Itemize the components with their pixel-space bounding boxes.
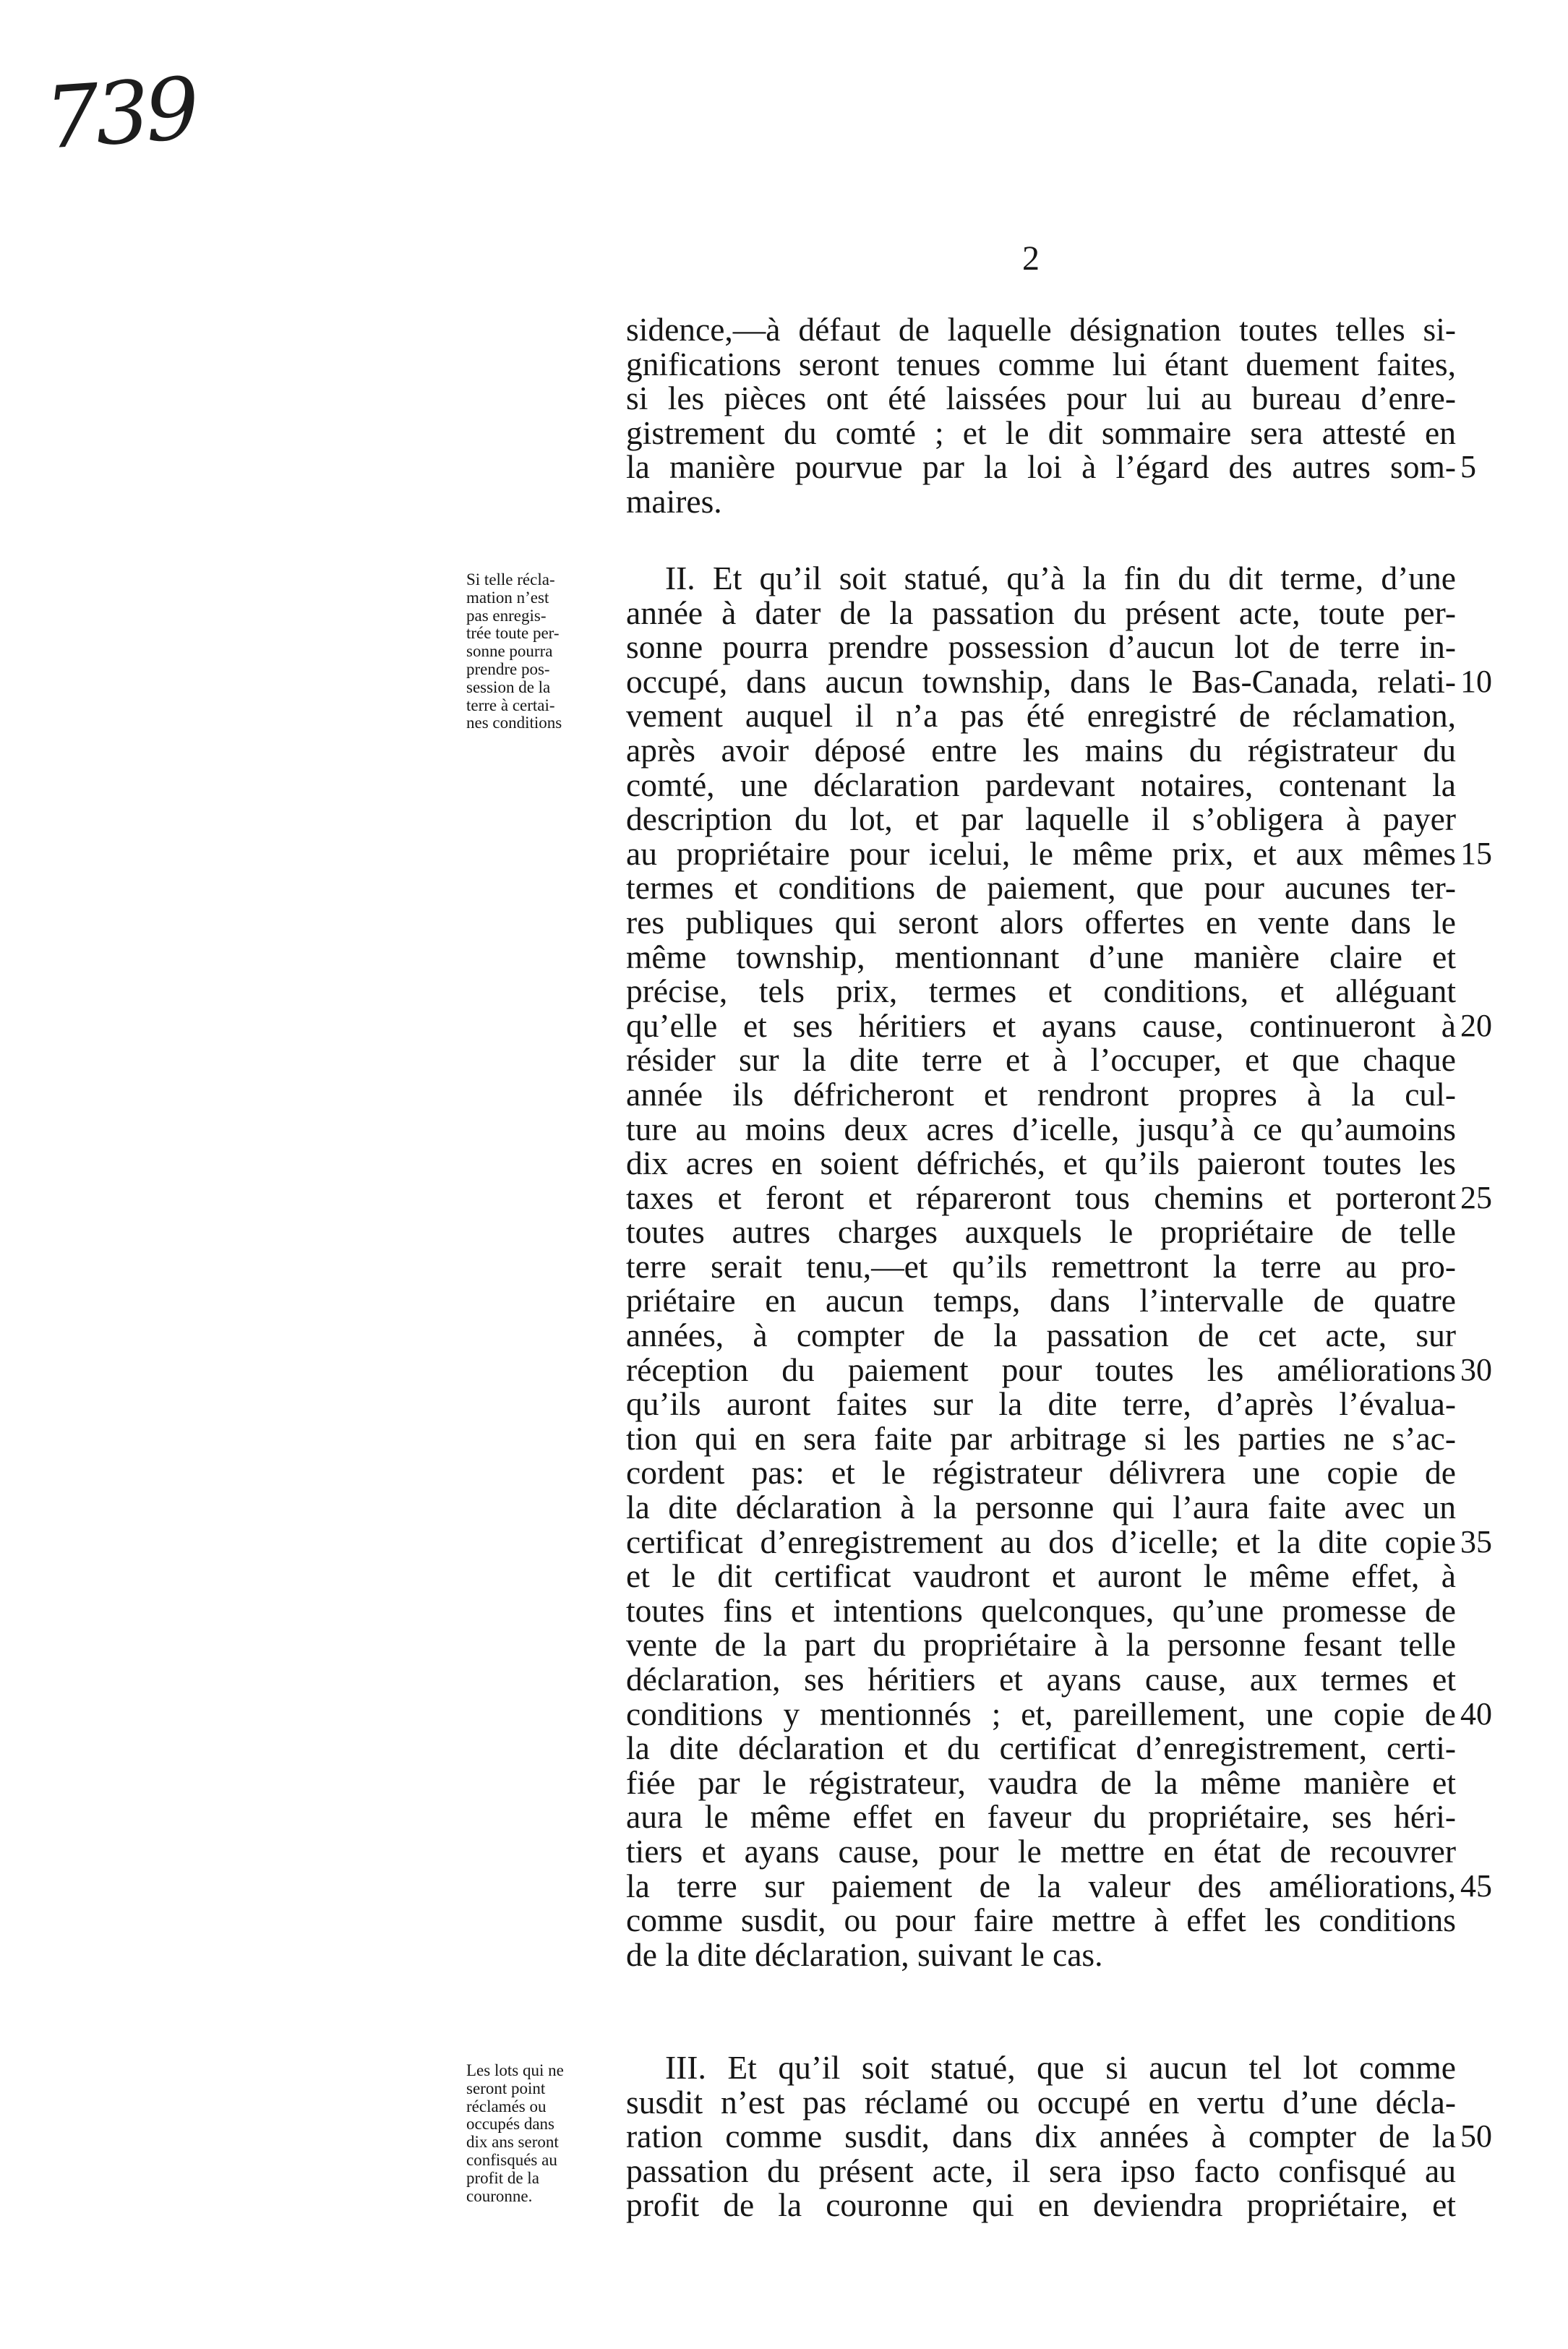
text-line: res publiques qui seront alors offertes en vente dans le — [626, 903, 1456, 941]
text-line: tion qui en sera faite par arbitrage si les parties ne s’ac- — [626, 1419, 1456, 1457]
text-line: résider sur la dite terre et à l’occuper, et que chaque — [626, 1041, 1456, 1079]
text-line: si les pièces ont été laissées pour lui au bureau d’enre- — [626, 380, 1456, 417]
line-number: 45 — [1460, 1868, 1492, 1904]
text-line: comme susdit, ou pour faire mettre à effet les conditions — [626, 1901, 1456, 1939]
text-line: occupé, dans aucun township, dans le Bas-Canada, relati- — [626, 662, 1456, 700]
margin-note-line: seront point — [466, 2079, 546, 2097]
line-number: 50 — [1460, 2118, 1492, 2154]
margin-note-line: terre à certai- — [466, 696, 555, 714]
text-line: gnifications seront tenues comme lui étant duement faites, — [626, 345, 1456, 382]
text-line: année à dater de la passation du présent acte, toute per- — [626, 594, 1456, 631]
text-line: certificat d’enregistrement au dos d’icelle; et la dite copie — [626, 1523, 1456, 1560]
text-line: toutes autres charges auxquels le propriétaire de telle — [626, 1213, 1456, 1251]
text-line: gistrement du comté ; et le dit sommaire sera attesté en — [626, 414, 1456, 451]
text-line: et le dit certificat vaudront et auront le même effet, à — [626, 1557, 1456, 1595]
line-number: 40 — [1460, 1696, 1492, 1732]
margin-note-line: pas enregis- — [466, 606, 547, 625]
text-line: susdit n’est pas réclamé ou occupé en vertu d’une décla- — [626, 2083, 1456, 2121]
text-line: réception du paiement pour toutes les améliorations — [626, 1351, 1456, 1388]
text-line: toutes fins et intentions quelconques, qu’une promesse de — [626, 1591, 1456, 1629]
margin-note-line: trée toute per- — [466, 624, 560, 643]
text-line: III. Et qu’il soit statué, que si aucun tel lot comme — [665, 2049, 1456, 2086]
text-line: déclaration, ses héritiers et ayans cause, aux termes et — [626, 1661, 1456, 1698]
text-line: au propriétaire pour icelui, le même prix, et aux mêmes — [626, 834, 1456, 872]
margin-note-line: Les lots qui ne — [466, 2061, 564, 2079]
text-line: taxes et feront et répareront tous chemins et porteront — [626, 1178, 1456, 1216]
text-line: après avoir déposé entre les mains du régistrateur du — [626, 731, 1456, 769]
text-line: vente de la part du propriétaire à la personne fesant telle — [626, 1626, 1456, 1664]
text-line: cordent pas: et le régistrateur délivrera une copie de — [626, 1454, 1456, 1492]
section-ii — [626, 561, 1456, 1972]
text-line: fiée par le régistrateur, vaudra de la même manière et — [626, 1763, 1456, 1801]
margin-note-line: sonne pourra — [466, 642, 553, 661]
text-line: qu’elle et ses héritiers et ayans cause, continueront à — [626, 1006, 1456, 1044]
margin-note-line: mation n’est — [466, 588, 549, 607]
text-line: de la dite déclaration, suivant le cas. — [626, 1935, 1103, 1973]
text-line: qu’ils auront faites sur la dite terre, d’après l’évalua- — [626, 1385, 1456, 1423]
text-line: tiers et ayans cause, pour le mettre en état de recouvrer — [626, 1832, 1456, 1870]
line-number: 5 — [1460, 449, 1476, 484]
section-iii — [626, 2050, 1456, 2222]
margin-note-confiscation — [466, 2062, 614, 2205]
text-line: passation du présent acte, il sera ipso facto confisqué au — [626, 2152, 1456, 2189]
text-line: maires. — [626, 482, 722, 520]
paragraph-continuation — [626, 312, 1456, 519]
line-number: 35 — [1460, 1524, 1492, 1559]
text-line: terre serait tenu,—et qu’ils remettront la terre au pro- — [626, 1247, 1456, 1285]
page-number: 2 — [1022, 239, 1040, 278]
text-line: sonne pourra prendre possession d’aucun lot de terre in- — [626, 628, 1456, 666]
text-line: II. Et qu’il soit statué, qu’à la fin du dit terme, d’une — [665, 560, 1456, 596]
line-number: 30 — [1460, 1352, 1492, 1387]
text-line: dix acres en soient défrichés, et qu’ils paieront toutes les — [626, 1144, 1456, 1182]
margin-note-line: occupés dans — [466, 2115, 554, 2134]
margin-note-line: dix ans seront — [466, 2133, 559, 2152]
text-line: conditions y mentionnés ; et, pareillement, une copie de — [626, 1695, 1456, 1732]
text-line: ture au moins deux acres d’icelle, jusqu’à ce qu’aumoins — [626, 1110, 1456, 1147]
text-line: sidence,—à défaut de laquelle désignation toutes telles si- — [626, 311, 1456, 348]
text-line: priétaire en aucun temps, dans l’intervalle de quatre — [626, 1282, 1456, 1319]
line-number: 10 — [1460, 664, 1492, 699]
margin-note-line: nes conditions — [466, 714, 562, 732]
text-line: la dite déclaration à la personne qui l’aura faite avec un — [626, 1489, 1456, 1526]
text-line: la terre sur paiement de la valeur des améliorations, — [626, 1867, 1456, 1904]
text-line: aura le même effet en faveur du propriétaire, ses héri- — [626, 1798, 1456, 1836]
text-line: la dite déclaration et du certificat d’enregistrement, certi- — [626, 1729, 1456, 1767]
margin-note-line: confisqués au — [466, 2150, 557, 2169]
margin-note-line: réclamés ou — [466, 2097, 547, 2115]
handwritten-folio-mark: 739 — [42, 58, 199, 168]
text-line: description du lot, et par laquelle il s’obligera à payer — [626, 800, 1456, 838]
line-number: 15 — [1460, 836, 1492, 871]
text-line: précise, tels prix, termes et conditions, et alléguant — [626, 972, 1456, 1010]
text-line: ration comme susdit, dans dix années à compter de la — [626, 2118, 1456, 2155]
text-line: année ils défricheront et rendront propres à la cul- — [626, 1075, 1456, 1113]
line-number: 20 — [1460, 1008, 1492, 1043]
text-line: termes et conditions de paiement, que pour aucunes ter- — [626, 869, 1456, 907]
margin-note-line: session de la — [466, 677, 551, 696]
text-line: comté, une déclaration pardevant notaires, contenant la — [626, 766, 1456, 803]
margin-note-reclamation — [466, 571, 614, 732]
text-line: même township, mentionnant d’une manière claire et — [626, 938, 1456, 975]
line-number: 25 — [1460, 1180, 1492, 1215]
margin-note-line: couronne. — [466, 2186, 533, 2205]
text-line: années, à compter de la passation de cet acte, sur — [626, 1317, 1456, 1354]
text-line: la manière pourvue par la loi à l’égard des autres som- — [626, 448, 1456, 486]
text-line: profit de la couronne qui en deviendra propriétaire, et — [626, 2186, 1456, 2224]
margin-note-line: prendre pos- — [466, 659, 550, 678]
margin-note-line: profit de la — [466, 2168, 539, 2187]
margin-note-line: Si telle récla- — [466, 570, 555, 589]
text-line: vement auquel il n’a pas été enregistré de réclamation, — [626, 697, 1456, 735]
